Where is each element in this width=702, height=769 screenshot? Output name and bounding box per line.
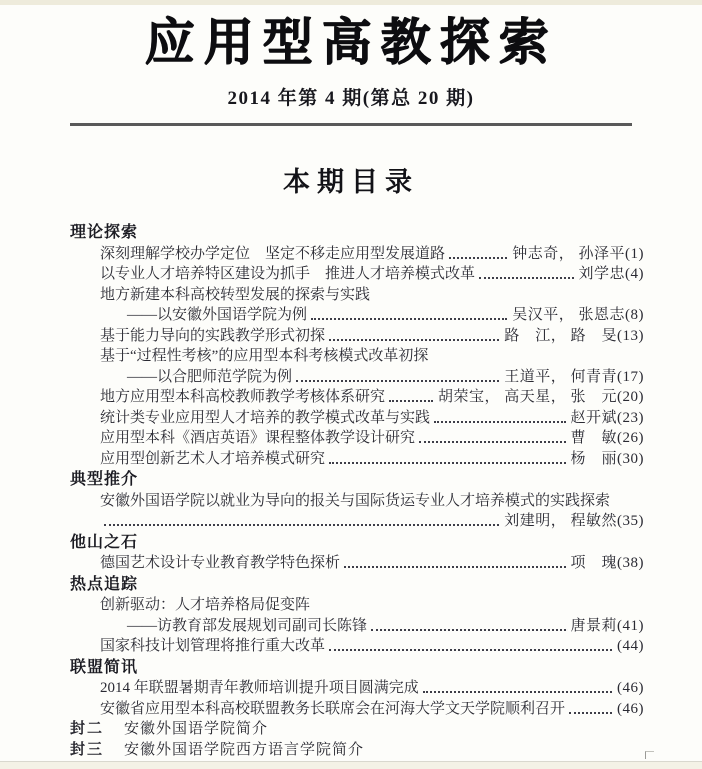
- toc-sections: [70, 223, 644, 719]
- toc-entry-title: [100, 491, 644, 512]
- toc-entry: [100, 678, 644, 699]
- entry-authors-page: 王道平， 何青青(17): [504, 368, 644, 385]
- dot-leader: [371, 616, 565, 631]
- entry-title-text: 深刻理解学校办学定位 坚定不移走应用型发展道路: [100, 245, 446, 262]
- entry-authors-page: 吴汉平， 张恩志(8): [512, 307, 644, 323]
- dot-leader: [329, 636, 612, 651]
- scan-artifact: [645, 751, 654, 759]
- entry-title-text: 2014 年联盟暑期青年教师培训提升项目圆满完成: [100, 680, 419, 696]
- cover-title: 安徽外国语学院西方语言学院简介: [124, 740, 365, 758]
- entry-title-text: 地方应用型本科高校教师教学考核体系研究: [100, 389, 386, 405]
- toc-entry-continuation: [100, 616, 644, 637]
- entry-authors-page: 路 江， 路 旻(13): [504, 327, 644, 344]
- cover-note: [70, 719, 644, 740]
- header-divider: [70, 123, 632, 126]
- toc-entry: [100, 553, 644, 574]
- entry-title-text: 基于“过程性考核”的应用型本科考核模式改革初探: [100, 348, 429, 364]
- entry-authors-page: 胡荣宝， 高天星， 张 元(20): [438, 389, 644, 405]
- dot-leader: [104, 511, 499, 526]
- entry-title-text: 创新驱动：人才培养格局促变阵: [100, 597, 311, 613]
- entry-authors-page: 钟志奇， 孙泽平(1): [512, 245, 644, 262]
- journal-masthead-title: 应用型高教探索: [144, 12, 558, 71]
- entry-authors-page: (46): [617, 680, 644, 696]
- toc-entry: [100, 244, 644, 265]
- scan-edge-bottom: [0, 761, 702, 769]
- section-heading: 理论探索: [70, 224, 139, 241]
- entry-authors-page: 唐景莉(41): [570, 617, 644, 634]
- toc-entry: [100, 428, 644, 449]
- toc-content: [0, 199, 702, 760]
- entry-subtitle-text: ——以合肥师范学院为例: [127, 368, 293, 385]
- dot-leader: [329, 449, 565, 464]
- section-heading: 联盟简讯: [70, 658, 139, 676]
- entry-authors-page: 刘学忠(4): [578, 266, 644, 282]
- cover-title: 安徽外国语学院简介: [124, 720, 269, 737]
- toc-title: 本期目录: [283, 167, 419, 197]
- toc-entry-continuation: [100, 305, 644, 326]
- entry-title-text: 基于能力导向的实践教学形式初探: [100, 327, 326, 344]
- dot-leader: [344, 553, 565, 568]
- entry-title-text: 应用型本科《酒店英语》课程整体教学设计研究: [100, 430, 416, 446]
- cover-note: [70, 740, 644, 761]
- dot-leader: [434, 408, 565, 423]
- dot-leader: [569, 699, 612, 714]
- cover-notes: [70, 719, 644, 760]
- toc-entry-title: [100, 285, 644, 306]
- entry-subtitle-text: ——访教育部发展规划司副司长陈锋: [127, 617, 368, 634]
- entry-title-text: 国家科技计划管理将推行重大改革: [100, 638, 326, 654]
- section-heading: 典型推介: [70, 471, 139, 488]
- dot-leader: [449, 244, 507, 259]
- issue-number-line: 2014 年第 4 期(第总 20 期): [227, 88, 475, 109]
- toc-entry: [100, 264, 644, 285]
- entry-title-text: 安徽省应用型本科高校联盟教务长联席会在河海大学文天学院顺利召开: [100, 700, 566, 717]
- dot-leader: [419, 428, 565, 443]
- dot-leader: [329, 326, 499, 341]
- toc-entry-continuation: [100, 367, 644, 388]
- cover-label: 封二: [70, 720, 105, 737]
- entry-authors-page: 曹 敏(26): [570, 430, 644, 446]
- entry-subtitle-text: ——以安徽外国语学院为例: [127, 307, 308, 323]
- section-heading: 热点追踪: [70, 575, 139, 593]
- dot-leader: [296, 367, 499, 382]
- toc-entry: [100, 326, 644, 347]
- entry-title-text: 地方新建本科高校转型发展的探索与实践: [100, 286, 371, 303]
- entry-authors-page: 刘建明， 程敏然(35): [504, 513, 644, 529]
- toc-entry: [100, 387, 644, 408]
- dot-leader: [389, 387, 433, 402]
- entry-title-text: 应用型创新艺术人才培养模式研究: [100, 450, 326, 467]
- cover-label: 封三: [70, 740, 105, 758]
- entry-title-text: 以专业人才培养特区建设为抓手 推进人才培养模式改革: [100, 266, 476, 282]
- entry-authors-page: 杨 丽(30): [570, 450, 644, 467]
- dot-leader: [479, 264, 573, 279]
- entry-authors-page: 项 瑰(38): [570, 555, 644, 571]
- toc-entry-title: [100, 595, 644, 616]
- dot-leader: [423, 678, 612, 693]
- entry-title-text: 德国艺术设计专业教育教学特色探析: [100, 555, 341, 571]
- entry-title-text: 统计类专业应用型人才培养的教学模式改革与实践: [100, 409, 431, 426]
- scan-edge-top: [0, 0, 702, 5]
- entry-authors-page: (46): [617, 700, 644, 717]
- dot-leader: [311, 305, 507, 320]
- toc-entry: [100, 449, 644, 470]
- toc-entry: [100, 408, 644, 429]
- entry-authors-page: 赵开斌(23): [570, 409, 644, 426]
- section-heading: 他山之石: [70, 533, 139, 551]
- toc-entry-continuation: [100, 511, 644, 532]
- toc-entry: [100, 699, 644, 720]
- entry-authors-page: (44): [617, 638, 644, 654]
- entry-title-text: 安徽外国语学院以就业为导向的报关与国际货运专业人才培养模式的实践探索: [100, 492, 611, 509]
- toc-entry: [100, 636, 644, 657]
- toc-entry-title: [100, 346, 644, 367]
